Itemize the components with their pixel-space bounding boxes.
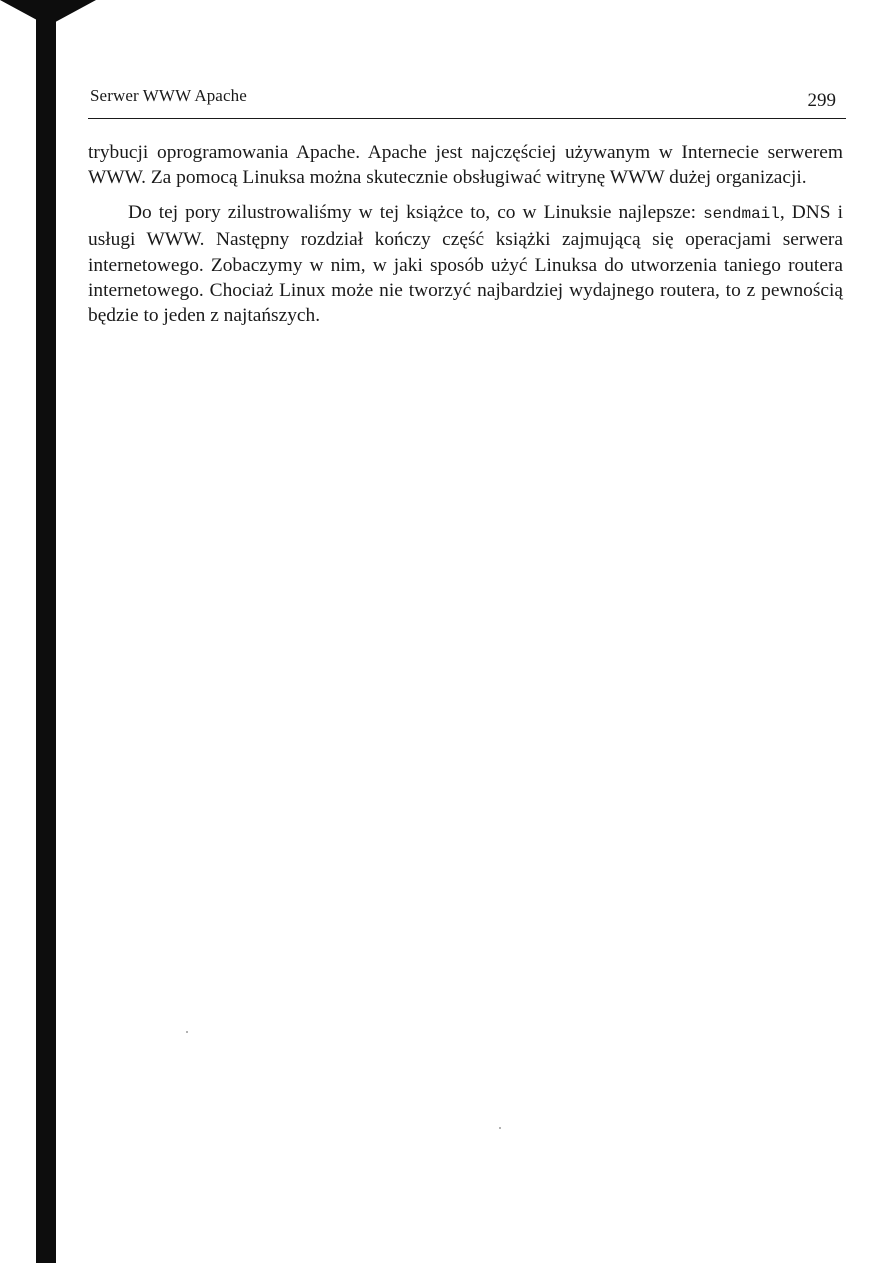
paragraph-2 (88, 200, 843, 329)
scan-speck (499, 1127, 501, 1129)
page-header (88, 84, 846, 119)
binding-edge (36, 18, 56, 1263)
page-number: 299 (807, 90, 836, 111)
paragraph-1: trybucji oprogramowania Apache. Apache jest najczęściej używanym w Internecie serwerem WWW. Za pomocą Linuksa można skutecznie obsługiwać witrynę WWW dużej organizacji. (88, 142, 843, 189)
running-title: Serwer WWW Apache (90, 86, 247, 105)
scan-speck (186, 1031, 188, 1033)
code-sendmail: sendmail (703, 204, 780, 223)
paragraph-2-text-end: , DNS i usługi WWW. Następny rozdział kończy część książki zajmującą się operacjami serwera internetowego. Zobaczymy w nim, w jaki sposób użyć Linuksa do utworzenia taniego routera internetowego. Chociaż Linux może nie tworzyć najbardziej wydajnego routera, to z pewnością będzie to jeden z najtańszych. (88, 201, 843, 327)
body-text (88, 140, 843, 338)
paragraph-2-text-start: Do tej pory zilustrowaliśmy w tej książce to, co w Linuksie najlepsze: (128, 201, 704, 223)
